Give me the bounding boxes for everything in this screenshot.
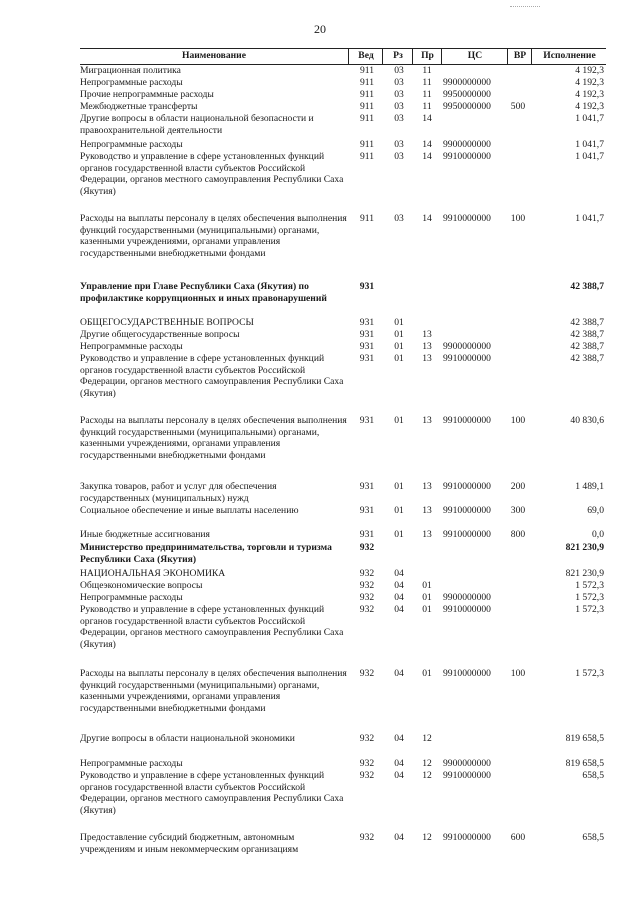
cell-cs: 9910000000 [443, 213, 491, 224]
cell-cs: 9900000000 [443, 592, 491, 603]
cell-rz: 01 [394, 415, 404, 426]
cell-name: Непрограммные расходы [80, 758, 183, 769]
cell-cs: 9910000000 [443, 481, 491, 492]
cell-name: Расходы на выплаты персоналу в целях обеспечения выполнения функций государственными (муниципальными) органами, казенными учреждениями, органами управления государственными внебюджетными фондами [80, 668, 347, 714]
cell-pr: 12 [422, 770, 432, 781]
cell-name: Социальное обеспечение и иные выплаты населению [80, 505, 299, 516]
cell-rz: 03 [394, 77, 404, 88]
cell-sum: 1 041,7 [575, 151, 604, 162]
cell-ved: 931 [359, 353, 375, 364]
cell-ved: 911 [359, 89, 375, 100]
header-pr: Пр [412, 49, 442, 64]
cell-pr: 13 [422, 353, 432, 364]
cell-vr: 200 [510, 481, 526, 492]
cell-rz: 04 [394, 733, 404, 744]
cell-pr: 12 [422, 733, 432, 744]
cell-ved: 911 [359, 213, 375, 224]
cell-sum: 42 388,7 [570, 353, 604, 364]
cell-rz: 01 [394, 329, 404, 340]
header-sum: Исполнение [531, 49, 607, 64]
cell-name: Руководство и управление в сфере установленных функций органов государственной власти субъектов Российской Федерации, органов местного самоуправления Республики Саха (Якутия) [80, 151, 344, 197]
cell-name: Расходы на выплаты персоналу в целях обеспечения выполнения функций государственными (муниципальными) органами, казенными учреждениями, органами управления государственными внебюджетными фондами [80, 213, 347, 259]
cell-rz: 01 [394, 505, 404, 516]
cell-sum: 4 192,3 [575, 101, 604, 112]
cell-vr: 600 [510, 832, 526, 843]
cell-sum: 0,0 [592, 529, 604, 540]
cell-rz: 03 [394, 139, 404, 150]
cell-ved: 911 [359, 65, 375, 76]
cell-sum: 4 192,3 [575, 65, 604, 76]
cell-rz: 01 [394, 481, 404, 492]
cell-cs: 9900000000 [443, 758, 491, 769]
cell-pr: 01 [422, 592, 432, 603]
cell-pr: 01 [422, 668, 432, 679]
cell-rz: 01 [394, 353, 404, 364]
cell-ved: 932 [359, 604, 375, 615]
cell-sum: 42 388,7 [570, 281, 604, 292]
cell-ved: 932 [359, 542, 375, 553]
cell-sum: 1 041,7 [575, 139, 604, 150]
cell-cs: 9900000000 [443, 341, 491, 352]
cell-sum: 1 572,3 [575, 580, 604, 591]
cell-cs: 9950000000 [443, 101, 491, 112]
cell-pr: 13 [422, 415, 432, 426]
cell-name: Общеэкономические вопросы [80, 580, 203, 591]
cell-pr: 11 [422, 101, 432, 112]
cell-pr: 13 [422, 341, 432, 352]
cell-pr: 14 [422, 213, 432, 224]
header-name: Наименование [182, 50, 246, 61]
cell-ved: 931 [359, 341, 375, 352]
header-rz: Рз [382, 49, 413, 64]
cell-pr: 14 [422, 139, 432, 150]
cell-sum: 1 041,7 [575, 113, 604, 124]
cell-rz: 03 [394, 213, 404, 224]
cell-ved: 932 [359, 592, 375, 603]
cell-rz: 04 [394, 668, 404, 679]
cell-ved: 932 [359, 568, 375, 579]
cell-sum: 1 572,3 [575, 592, 604, 603]
cell-sum: 821 230,9 [565, 542, 604, 553]
cell-rz: 04 [394, 568, 404, 579]
cell-name: Миграционная политика [80, 65, 181, 76]
cell-ved: 931 [359, 317, 375, 328]
cell-rz: 03 [394, 65, 404, 76]
cell-sum: 819 658,5 [565, 758, 604, 769]
cell-sum: 42 388,7 [570, 317, 604, 328]
scan-artifact [510, 6, 540, 11]
cell-ved: 932 [359, 580, 375, 591]
cell-rz: 01 [394, 341, 404, 352]
cell-cs: 9910000000 [443, 604, 491, 615]
cell-vr: 100 [510, 415, 526, 426]
cell-pr: 13 [422, 329, 432, 340]
cell-rz: 04 [394, 770, 404, 781]
cell-cs: 9910000000 [443, 415, 491, 426]
cell-cs: 9950000000 [443, 89, 491, 100]
cell-name: Руководство и управление в сфере установленных функций органов государственной власти субъектов Российской Федерации, органов местного самоуправления Республики Саха (Якутия) [80, 770, 344, 816]
cell-rz: 04 [394, 580, 404, 591]
cell-vr: 800 [510, 529, 526, 540]
cell-vr: 300 [510, 505, 526, 516]
cell-sum: 1 572,3 [575, 604, 604, 615]
cell-ved: 932 [359, 832, 375, 843]
cell-cs: 9910000000 [443, 529, 491, 540]
cell-cs: 9910000000 [443, 668, 491, 679]
cell-pr: 01 [422, 604, 432, 615]
cell-ved: 911 [359, 139, 375, 150]
cell-ved: 932 [359, 733, 375, 744]
cell-pr: 13 [422, 481, 432, 492]
cell-name: Руководство и управление в сфере установленных функций органов государственной власти субъектов Российской Федерации, органов местного самоуправления Республики Саха (Якутия) [80, 604, 344, 650]
cell-ved: 911 [359, 77, 375, 88]
cell-sum: 40 830,6 [570, 415, 604, 426]
cell-name: Другие общегосударственные вопросы [80, 329, 240, 340]
header-vr: ВР [507, 49, 532, 64]
cell-sum: 4 192,3 [575, 89, 604, 100]
cell-name: Другие вопросы в области национальной экономики [80, 733, 295, 744]
cell-rz: 04 [394, 604, 404, 615]
cell-vr: 100 [510, 668, 526, 679]
cell-name: Расходы на выплаты персоналу в целях обеспечения выполнения функций государственными (муниципальными) органами, казенными учреждениями, органами управления государственными внебюджетными фондами [80, 415, 347, 461]
cell-pr: 11 [422, 65, 432, 76]
cell-pr: 14 [422, 113, 432, 124]
cell-sum: 819 658,5 [565, 733, 604, 744]
cell-pr: 11 [422, 77, 432, 88]
cell-rz: 03 [394, 113, 404, 124]
cell-cs: 9910000000 [443, 505, 491, 516]
cell-name: Иные бюджетные ассигнования [80, 529, 210, 540]
cell-ved: 931 [359, 481, 375, 492]
budget-table [80, 48, 606, 855]
cell-sum: 42 388,7 [570, 329, 604, 340]
cell-rz: 04 [394, 592, 404, 603]
cell-name: Непрограммные расходы [80, 77, 183, 88]
cell-name: Межбюджетные трансферты [80, 101, 198, 112]
cell-pr: 12 [422, 832, 432, 843]
cell-name: Предоставление субсидий бюджетным, автономным учреждениям и иным некоммерческим организациям [80, 832, 299, 855]
cell-cs: 9910000000 [443, 770, 491, 781]
cell-name: Закупка товаров, работ и услуг для обеспечения государственных (муниципальных) нужд [80, 481, 277, 504]
cell-pr: 01 [422, 580, 432, 591]
table-header [80, 48, 606, 65]
cell-ved: 932 [359, 770, 375, 781]
cell-ved: 911 [359, 101, 375, 112]
cell-rz: 03 [394, 101, 404, 112]
page-number: 20 [314, 22, 326, 36]
cell-ved: 932 [359, 668, 375, 679]
cell-pr: 14 [422, 151, 432, 162]
cell-name: Руководство и управление в сфере установленных функций органов государственной власти субъектов Российской Федерации, органов местного самоуправления Республики Саха (Якутия) [80, 353, 344, 399]
cell-sum: 69,0 [587, 505, 604, 516]
cell-rz: 01 [394, 529, 404, 540]
cell-rz: 03 [394, 89, 404, 100]
cell-vr: 100 [510, 213, 526, 224]
cell-ved: 932 [359, 758, 375, 769]
cell-name: Непрограммные расходы [80, 592, 183, 603]
cell-cs: 9900000000 [443, 139, 491, 150]
header-cs: ЦС [441, 49, 508, 64]
cell-rz: 01 [394, 317, 404, 328]
cell-sum: 1 489,1 [575, 481, 604, 492]
cell-rz: 04 [394, 758, 404, 769]
cell-pr: 11 [422, 89, 432, 100]
header-ved: Вед [348, 49, 383, 64]
cell-sum: 658,5 [582, 832, 604, 843]
cell-ved: 931 [359, 505, 375, 516]
cell-pr: 13 [422, 505, 432, 516]
cell-name: Прочие непрограммные расходы [80, 89, 214, 100]
cell-sum: 4 192,3 [575, 77, 604, 88]
cell-cs: 9910000000 [443, 832, 491, 843]
cell-name: Управление при Главе Республики Саха (Якутия) по профилактике коррупционных и иных правонарушений [80, 281, 327, 304]
cell-ved: 931 [359, 415, 375, 426]
cell-ved: 931 [359, 329, 375, 340]
cell-rz: 03 [394, 151, 404, 162]
cell-sum: 1 041,7 [575, 213, 604, 224]
cell-name: Другие вопросы в области национальной безопасности и правоохранительной деятельности [80, 113, 314, 136]
cell-cs: 9910000000 [443, 151, 491, 162]
cell-sum: 658,5 [582, 770, 604, 781]
cell-pr: 12 [422, 758, 432, 769]
cell-vr: 500 [510, 101, 526, 112]
cell-sum: 821 230,9 [565, 568, 604, 579]
cell-name: ОБЩЕГОСУДАРСТВЕННЫЕ ВОПРОСЫ [80, 317, 254, 328]
cell-pr: 13 [422, 529, 432, 540]
cell-ved: 931 [359, 529, 375, 540]
cell-name: Непрограммные расходы [80, 341, 183, 352]
cell-ved: 911 [359, 151, 375, 162]
cell-rz: 04 [394, 832, 404, 843]
cell-sum: 1 572,3 [575, 668, 604, 679]
cell-cs: 9900000000 [443, 77, 491, 88]
cell-name: Министерство предпринимательства, торговли и туризма Республики Саха (Якутия) [80, 542, 332, 565]
cell-ved: 911 [359, 113, 375, 124]
cell-name: Непрограммные расходы [80, 139, 183, 150]
cell-name: НАЦИОНАЛЬНАЯ ЭКОНОМИКА [80, 568, 226, 579]
cell-ved: 931 [359, 281, 375, 292]
cell-sum: 42 388,7 [570, 341, 604, 352]
cell-cs: 9910000000 [443, 353, 491, 364]
